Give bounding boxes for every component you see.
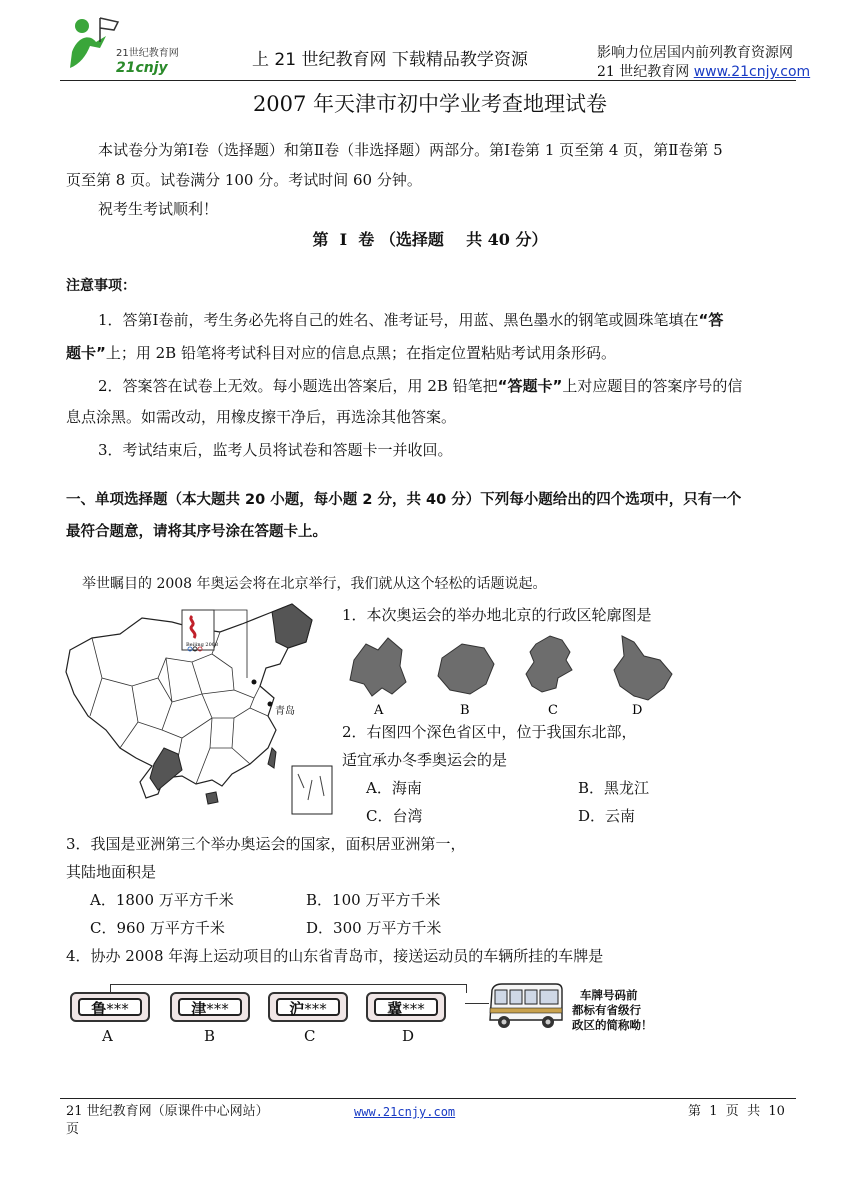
logo-runner-head <box>75 19 89 33</box>
q2-option-d[interactable]: D．云南 <box>578 807 636 825</box>
qingdao-label: 青岛 <box>275 706 295 717</box>
page-title: 2007 年天津市初中学业考查地理试卷 <box>252 92 608 116</box>
q1-label-d: D <box>632 703 643 718</box>
plate-b-stars: *** <box>206 1000 229 1018</box>
notice-item1-bold1: “答 <box>698 311 724 329</box>
header <box>0 0 860 85</box>
plate-note-line2: 都标有省级行 <box>572 1003 641 1017</box>
plate-c-char: 沪 <box>289 1000 305 1018</box>
notice-item2-bold: “答题卡” <box>497 377 563 395</box>
part1-line2: 最符合题意，请将其序号涂在答题卡上。 <box>66 524 327 540</box>
hainan-province <box>206 792 218 804</box>
china-map <box>62 598 342 818</box>
logo-line2: 21cnjy <box>116 60 168 76</box>
footer-rule <box>60 1098 796 1099</box>
plate-label-c: C <box>304 1027 316 1045</box>
lead-in: 举世瞩目的 2008 年奥运会将在北京举行，我们就从这个轻松的话题说起。 <box>82 576 547 592</box>
notice-heading: 注意事项： <box>66 278 136 294</box>
plate-label-d: D <box>402 1027 415 1045</box>
q1-outline-b <box>438 644 494 694</box>
olympic-caption: Beijing 2008 <box>186 642 219 648</box>
intro-line3: 祝考生考试顺利！ <box>98 200 219 218</box>
notice-item1-text-b: 上；用 2B 铅笔将考试科目对应的信息点黑；在指定位置粘贴考试用条形码。 <box>105 344 616 362</box>
notice-item1-line1 <box>98 310 723 330</box>
q1-text: 1．本次奥运会的举办地北京的行政区轮廓图是 <box>342 606 652 624</box>
section-title: 第 Ⅰ 卷 （选择题 共 40 分） <box>312 230 548 249</box>
plate-c[interactable] <box>268 992 348 1022</box>
beijing-marker <box>252 680 257 685</box>
notice-item1-text-a: 1．答第Ⅰ卷前，考生务必先将自己的姓名、准考证号，用蓝、黑色墨水的钢笔或圆珠笔填在 <box>98 311 699 329</box>
q1-label-b: B <box>460 703 470 718</box>
q2-option-b[interactable]: B．黑龙江 <box>578 779 650 797</box>
part1-line1: 一、单项选择题（本大题共 20 小题，每小题 2 分，共 40 分）下列每小题给出的四个选项中，只有一个 <box>66 492 742 508</box>
q3-line2: 其陆地面积是 <box>66 863 157 881</box>
q3-option-d[interactable]: D．300 万平方千米 <box>306 919 442 937</box>
notice-item1-line2 <box>66 343 616 363</box>
logo-line1: 21世纪教育网 <box>116 48 179 59</box>
plate-d-char: 冀 <box>387 1000 403 1018</box>
taiwan-province <box>268 748 276 768</box>
q2-line1: 2．右图四个深色省区中，位于我国东北部， <box>342 723 637 741</box>
q2-option-a[interactable]: A．海南 <box>366 779 422 797</box>
intro-line2: 页至第 8 页。试卷满分 100 分。考试时间 60 分钟。 <box>66 171 422 189</box>
plate-d-stars: *** <box>402 1000 425 1018</box>
q1-label-c: C <box>548 703 558 718</box>
q2-line2: 适宜承办冬季奥运会的是 <box>342 751 508 769</box>
qingdao-marker <box>268 702 273 707</box>
q3-option-c[interactable]: C．960 万平方千米 <box>90 919 225 937</box>
header-site-name: 21 世纪教育网 <box>597 64 694 80</box>
intro-line1: 本试卷分为第Ⅰ卷（选择题）和第Ⅱ卷（非选择题）两部分。第Ⅰ卷第 1 页至第 4 页，第Ⅱ卷第 5 <box>98 141 723 159</box>
plate-b-char: 津 <box>191 1000 207 1018</box>
header-tagline: 上 21 世纪教育网 下载精品教学资源 <box>252 50 528 70</box>
q1-outline-c <box>526 636 572 692</box>
q4-text: 4．协办 2008 年海上运动项目的山东省青岛市，接送运动员的车辆所挂的车牌是 <box>66 947 604 965</box>
footer-page-wrap: 页 <box>66 1122 80 1137</box>
plate-a-char: 鲁 <box>91 1000 107 1018</box>
notice-item1-bold2: 题卡” <box>66 344 106 362</box>
q1-outline-a <box>350 638 406 696</box>
plate-note-line3: 政区的简称呦！ <box>572 1018 653 1032</box>
heilongjiang-province <box>272 604 312 648</box>
plate-c-stars: *** <box>304 1000 327 1018</box>
footer-link[interactable]: www.21cnjy.com <box>354 1105 456 1119</box>
footer-page-number: 第 1 页 共 10 <box>688 1104 785 1119</box>
q1-label-a: A <box>374 703 384 718</box>
plate-d[interactable] <box>366 992 446 1022</box>
plate-label-a: A <box>102 1027 113 1045</box>
plate-note <box>572 988 653 1033</box>
q1-outlines <box>344 630 684 720</box>
footer-left: 21 世纪教育网（原课件中心网站） <box>66 1104 269 1119</box>
plate-b[interactable] <box>170 992 250 1022</box>
plate-a-stars: *** <box>106 1000 129 1018</box>
header-rule <box>60 80 796 81</box>
bus-icon <box>486 982 566 1032</box>
q3-option-b[interactable]: B．100 万平方千米 <box>306 891 441 909</box>
q1-outline-d <box>614 636 672 700</box>
notice-item2-line2: 息点涂黑。如需改动，用橡皮擦干净后，再选涂其他答案。 <box>66 408 457 426</box>
plate-a[interactable] <box>70 992 150 1022</box>
header-right-line2 <box>597 62 810 82</box>
plate-note-line1: 车牌号码前 <box>580 988 638 1002</box>
header-right-line1: 影响力位居国内前列教育资源网 <box>597 45 793 61</box>
q3-line1: 3．我国是亚洲第三个举办奥运会的国家，面积居亚洲第一， <box>66 835 466 853</box>
q3-option-a[interactable]: A．1800 万平方千米 <box>90 891 234 909</box>
q2-option-c[interactable]: C．台湾 <box>366 807 423 825</box>
notice-item2-text-b: 上对应题目的答案序号的信 <box>562 377 743 395</box>
notice-item2-line1 <box>98 376 742 396</box>
site-logo <box>60 12 200 76</box>
header-site-link[interactable]: www.21cnjy.com <box>693 64 811 80</box>
south-sea-inset <box>292 766 332 814</box>
plate-label-b: B <box>204 1027 216 1045</box>
notice-item2-text-a: 2．答案答在试卷上无效。每小题选出答案后，用 2B 铅笔把 <box>98 377 498 395</box>
notice-item3: 3．考试结束后，监考人员将试卷和答题卡一并收回。 <box>98 441 453 459</box>
